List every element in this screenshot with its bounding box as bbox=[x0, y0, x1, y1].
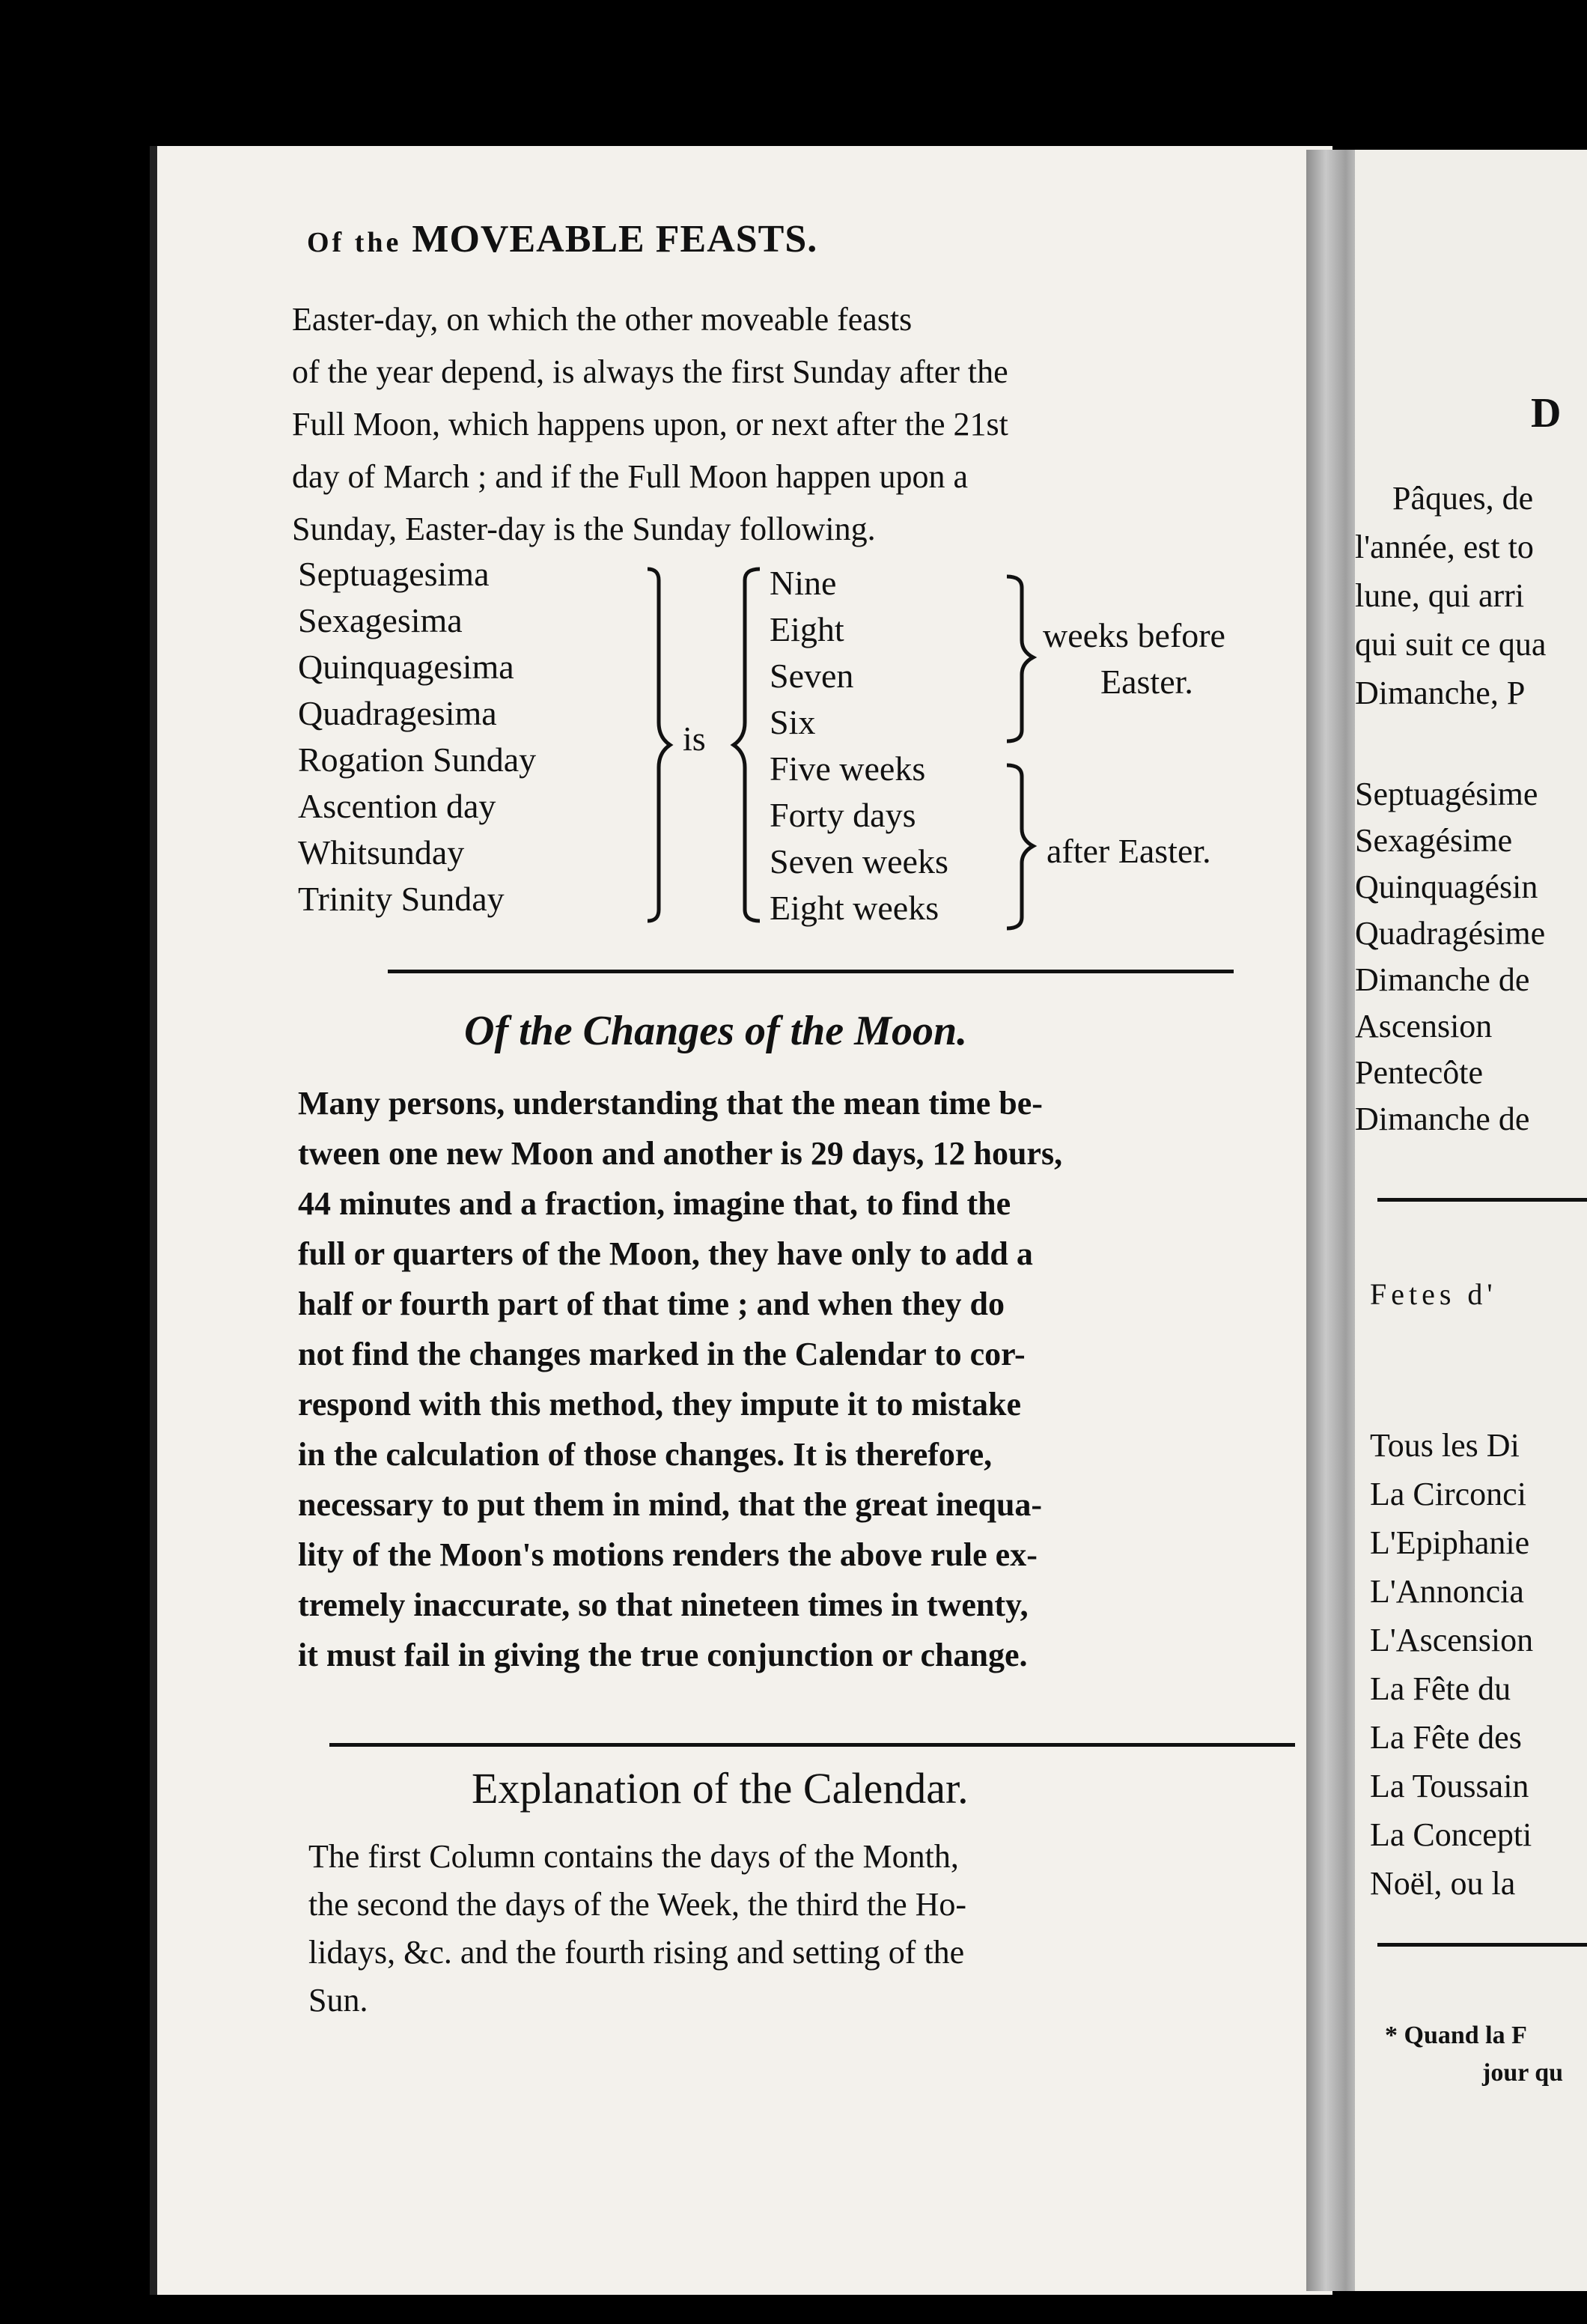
running-title-main: MOVEABLE FEASTS. bbox=[412, 218, 818, 261]
right-feast: Septuagésime bbox=[1355, 776, 1538, 812]
easter-line: Full Moon, which happens upon, or next after the 21st bbox=[292, 406, 1008, 442]
feast-name: Ascention day bbox=[298, 787, 496, 825]
moon-line: half or fourth part of that time ; and when they do bbox=[298, 1286, 1005, 1322]
right-fete: Noël, ou la bbox=[1370, 1865, 1516, 1902]
moon-paragraph bbox=[298, 1078, 1062, 1680]
right-fete: L'Epiphanie bbox=[1370, 1524, 1530, 1561]
moon-line: in the calculation of those changes. It is therefore, bbox=[298, 1436, 993, 1473]
right-feast: Dimanche de bbox=[1355, 961, 1530, 998]
right-para-line: Pâques, de bbox=[1392, 480, 1534, 517]
easter-line: day of March ; and if the Full Moon happen upon a bbox=[292, 458, 969, 495]
feast-interval: Eight bbox=[770, 610, 844, 648]
right-page bbox=[1355, 150, 1587, 2291]
moon-line: 44 minutes and a fraction, imagine that, to find the bbox=[298, 1185, 1011, 1222]
right-page-title: D bbox=[1531, 390, 1562, 436]
weeks-before-label: weeks before bbox=[1043, 616, 1225, 654]
right-feast: Quadragésime bbox=[1355, 915, 1546, 952]
right-fete: La Fête des bbox=[1370, 1719, 1522, 1756]
calendar-paragraph bbox=[308, 1833, 966, 2025]
feast-name: Rogation Sunday bbox=[298, 740, 537, 779]
right-divider bbox=[1377, 1943, 1587, 1947]
easter-label: Easter. bbox=[1100, 663, 1193, 701]
moon-line: respond with this method, they impute it to mistake bbox=[298, 1386, 1022, 1423]
feast-interval: Forty days bbox=[770, 796, 916, 834]
right-braces bbox=[1003, 569, 1048, 936]
moon-line: not find the changes marked in the Calendar to cor- bbox=[298, 1336, 1026, 1372]
feast-name: Trinity Sunday bbox=[298, 880, 505, 918]
feast-connector: is bbox=[683, 720, 706, 758]
right-para-line: Dimanche, P bbox=[1355, 675, 1526, 711]
right-footnote: * Quand la F bbox=[1385, 2022, 1527, 2049]
moon-line: tween one new Moon and another is 29 days, 12 hours, bbox=[298, 1135, 1063, 1172]
easter-paragraph bbox=[292, 293, 1008, 556]
after-easter-label: after Easter. bbox=[1047, 832, 1211, 870]
feast-name: Septuagesima bbox=[298, 555, 490, 593]
right-feast: Dimanche de bbox=[1355, 1101, 1530, 1137]
section-divider bbox=[329, 1743, 1295, 1747]
easter-line: of the year depend, is always the first Sunday after the bbox=[292, 353, 1008, 390]
moon-line: tremely inaccurate, so that nineteen times in twenty, bbox=[298, 1587, 1029, 1623]
right-fete: Tous les Di bbox=[1370, 1427, 1520, 1464]
feast-interval: Nine bbox=[770, 564, 837, 602]
feast-name: Whitsunday bbox=[298, 833, 465, 872]
right-fete: La Toussain bbox=[1370, 1768, 1529, 1804]
right-para-line: l'année, est to bbox=[1355, 529, 1534, 565]
moon-line: full or quarters of the Moon, they have only to add a bbox=[298, 1235, 1033, 1272]
moon-line: lity of the Moon's motions renders the above rule ex- bbox=[298, 1536, 1038, 1573]
calendar-line: Sun. bbox=[308, 1982, 368, 2019]
right-footnote: jour qu bbox=[1482, 2059, 1564, 2087]
calendar-heading: Explanation of the Calendar. bbox=[472, 1764, 969, 1813]
right-divider bbox=[1377, 1198, 1587, 1202]
right-fete: La Fête du bbox=[1370, 1670, 1511, 1707]
easter-line: Sunday, Easter-day is the Sunday following. bbox=[292, 511, 876, 547]
moon-heading: Of the Changes of the Moon. bbox=[464, 1008, 968, 1054]
right-fete: La Concepti bbox=[1370, 1816, 1532, 1853]
moon-line: necessary to put them in mind, that the great inequa- bbox=[298, 1486, 1043, 1523]
right-feast: Sexagésime bbox=[1355, 822, 1513, 859]
right-fete: L'Annoncia bbox=[1370, 1573, 1524, 1610]
book-gutter bbox=[1306, 150, 1362, 2291]
feast-interval: Five weeks bbox=[770, 749, 926, 788]
feast-interval: Six bbox=[770, 703, 816, 741]
feast-interval: Eight weeks bbox=[770, 889, 939, 927]
moon-line: it must fail in giving the true conjunction or change. bbox=[298, 1637, 1028, 1673]
running-title bbox=[307, 217, 817, 261]
fetes-heading: Fetes d' bbox=[1370, 1277, 1497, 1311]
right-fete: La Circonci bbox=[1370, 1476, 1526, 1512]
moon-line: Many persons, understanding that the mean time be- bbox=[298, 1085, 1043, 1122]
calendar-line: The first Column contains the days of the Month, bbox=[308, 1838, 959, 1875]
right-para-line: lune, qui arri bbox=[1355, 577, 1525, 614]
calendar-line: lidays, &c. and the fourth rising and setting of the bbox=[308, 1934, 965, 1971]
right-para-line: qui suit ce qua bbox=[1355, 626, 1547, 663]
feast-name: Quadragesima bbox=[298, 694, 497, 732]
right-feast: Quinquagésin bbox=[1355, 869, 1538, 905]
right-feast: Pentecôte bbox=[1355, 1054, 1484, 1091]
easter-line: Easter-day, on which the other moveable feasts bbox=[292, 301, 913, 338]
feast-interval: Seven weeks bbox=[770, 842, 948, 880]
feast-name: Sexagesima bbox=[298, 601, 463, 639]
right-fete: L'Ascension bbox=[1370, 1622, 1534, 1658]
feast-name: Quinquagesima bbox=[298, 648, 514, 686]
calendar-line: the second the days of the Week, the third the Ho- bbox=[308, 1886, 967, 1923]
running-title-prefix: Of the bbox=[307, 227, 402, 258]
section-divider bbox=[388, 970, 1234, 973]
feast-interval: Seven bbox=[770, 657, 854, 695]
right-feast: Ascension bbox=[1355, 1008, 1493, 1044]
